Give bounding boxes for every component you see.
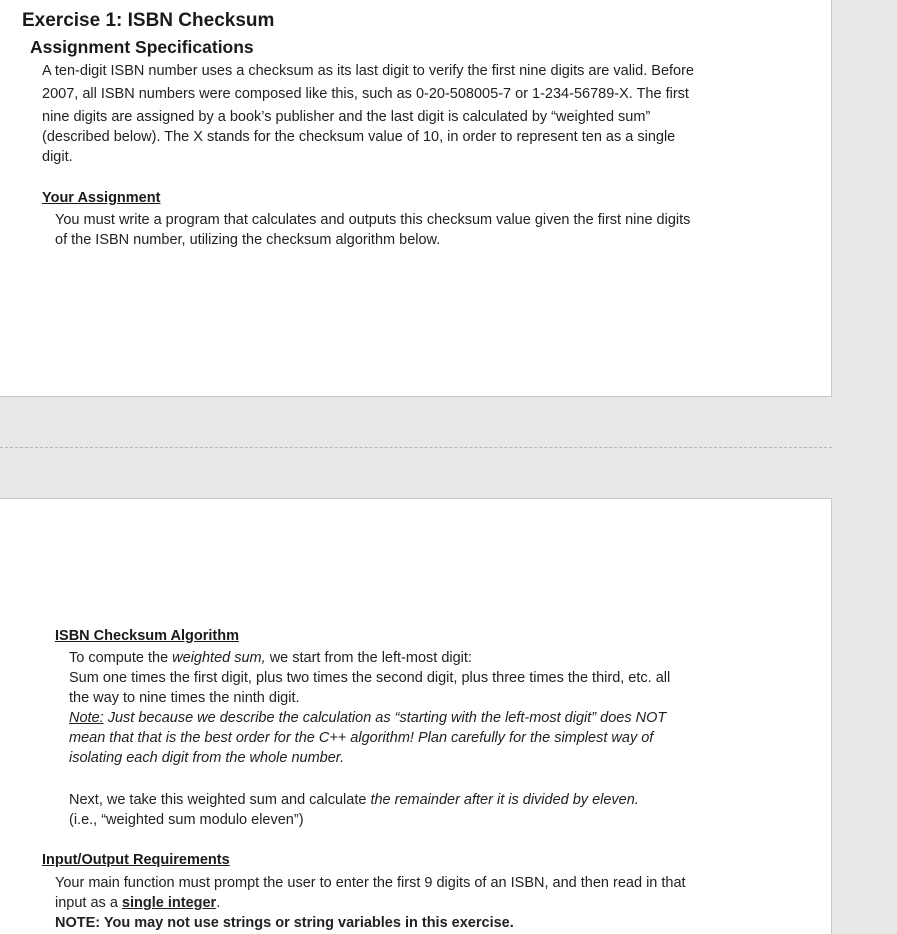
io-strings-note: NOTE: You may not use strings or string variables in this exercise. xyxy=(55,915,514,931)
modulo-text: Next, we take this weighted sum and calculate xyxy=(69,792,371,808)
note-paragraph-line: isolating each digit from the whole number. xyxy=(69,750,345,766)
note-label: Note: xyxy=(69,710,104,726)
intro-paragraph-line: A ten-digit ISBN number uses a checksum as its last digit to verify the first nine digits are valid. Before xyxy=(42,63,694,79)
single-integer-term: single integer xyxy=(121,895,217,911)
page-break-divider xyxy=(0,447,832,448)
io-text: . xyxy=(216,895,221,911)
assignment-paragraph-line: You must write a program that calculates and outputs this checksum value given the first nine digits xyxy=(55,212,691,228)
note-text: Just because we describe the calculation as “starting with the left-most digit” does NOT xyxy=(103,710,667,726)
algorithm-text: we start from the left-most digit: xyxy=(265,650,472,666)
section-heading-your-assignment: Your Assignment xyxy=(42,190,161,206)
algorithm-paragraph-line: Sum one times the first digit, plus two times the second digit, plus three times the third, etc. all xyxy=(69,670,671,686)
intro-paragraph-line: nine digits are assigned by a book’s publisher and the last digit is calculated by “weighted sum” xyxy=(42,109,651,125)
assignment-paragraph-line: of the ISBN number, utilizing the checksum algorithm below. xyxy=(55,232,441,248)
intro-paragraph-line: (described below). The X stands for the checksum value of 10, in order to represent ten as a single xyxy=(42,129,676,145)
note-paragraph-line: mean that that is the best order for the C++ algorithm! Plan carefully for the simplest way of xyxy=(69,730,654,746)
algorithm-paragraph-line: the way to nine times the ninth digit. xyxy=(69,690,300,706)
modulo-paragraph-line xyxy=(69,790,639,810)
algorithm-text: To compute the xyxy=(69,650,173,666)
exercise-title: Exercise 1: ISBN Checksum xyxy=(22,10,275,31)
weighted-sum-term: weighted sum, xyxy=(172,650,266,666)
io-text: input as a xyxy=(55,895,122,911)
document-page-1 xyxy=(0,0,832,397)
remainder-term: the remainder after it is divided by eleven. xyxy=(370,792,639,808)
io-paragraph-line: Your main function must prompt the user to enter the first 9 digits of an ISBN, and then read in that xyxy=(55,875,686,891)
section-heading-io-requirements: Input/Output Requirements xyxy=(42,852,230,868)
io-paragraph-line xyxy=(55,893,220,913)
section-heading-algorithm: ISBN Checksum Algorithm xyxy=(55,628,239,644)
modulo-paragraph-line: (i.e., “weighted sum modulo eleven”) xyxy=(69,812,304,828)
section-heading-specifications: Assignment Specifications xyxy=(30,37,254,57)
algorithm-paragraph-line xyxy=(69,648,472,668)
intro-paragraph-line: 2007, all ISBN numbers were composed like this, such as 0-20-508005-7 or 1-234-56789-X. The first xyxy=(42,86,689,102)
note-paragraph-line xyxy=(69,708,666,728)
document-page-2 xyxy=(0,498,832,934)
intro-paragraph-line: digit. xyxy=(42,149,73,165)
